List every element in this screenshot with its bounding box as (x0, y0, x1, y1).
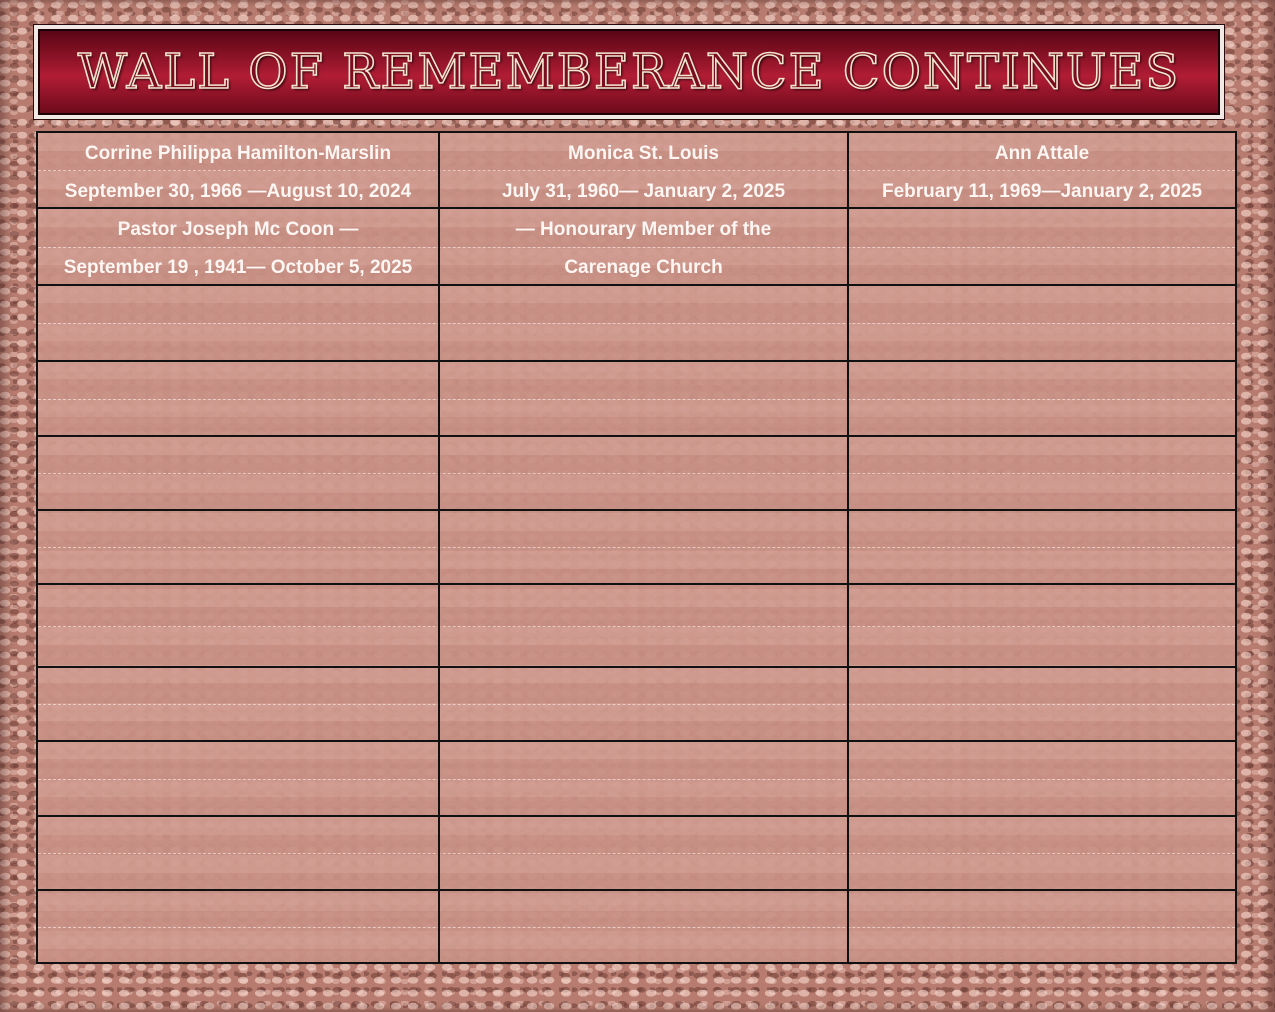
table-cell (38, 585, 440, 666)
table-cell (38, 437, 440, 509)
memorial-name-line: Corrine Philippa Hamilton-Marslin (84, 143, 392, 164)
table-row (38, 362, 1235, 437)
memorial-dates-line: Carenage Church (564, 257, 723, 278)
table-cell (849, 585, 1235, 666)
table-cell (440, 362, 849, 435)
table-row (38, 511, 1235, 585)
table-row (38, 133, 1235, 209)
memorial-table (36, 131, 1237, 964)
table-row (38, 668, 1235, 742)
table-cell (440, 437, 849, 509)
memorial-dates-line: July 31, 1960— January 2, 2025 (501, 181, 786, 202)
table-cell (849, 209, 1235, 284)
table-cell (849, 742, 1235, 815)
table-cell (849, 511, 1235, 583)
table-cell (38, 668, 440, 740)
table-cell (38, 209, 440, 284)
table-cell (440, 133, 849, 207)
table-cell (440, 585, 849, 666)
table-cell (440, 891, 849, 962)
table-cell (849, 286, 1235, 360)
table-row (38, 209, 1235, 286)
table-cell (38, 817, 440, 889)
memorial-dates-line: September 19 , 1941— October 5, 2025 (63, 257, 413, 278)
table-row (38, 891, 1235, 962)
table-cell (38, 742, 440, 815)
table-cell (440, 209, 849, 284)
memorial-name-line: Ann Attale (994, 143, 1090, 164)
memorial-dates-line: February 11, 1969—January 2, 2025 (881, 181, 1203, 202)
title-banner (33, 24, 1225, 120)
title-banner-plate (38, 29, 1220, 115)
table-cell (440, 511, 849, 583)
table-cell (849, 362, 1235, 435)
table-cell (849, 817, 1235, 889)
table-row (38, 817, 1235, 891)
table-row (38, 742, 1235, 817)
table-cell (849, 437, 1235, 509)
memorial-name-line: Monica St. Louis (568, 143, 719, 164)
table-cell (38, 286, 440, 360)
memorial-name-line: — Honourary Member of the (515, 219, 772, 240)
table-cell (440, 668, 849, 740)
table-cell (849, 133, 1235, 207)
table-row (38, 585, 1235, 668)
table-cell (38, 511, 440, 583)
table-cell (38, 362, 440, 435)
page-title: WALL OF REMEMBERANCE CONTINUES (77, 44, 1181, 100)
table-cell (38, 133, 440, 207)
table-cell (849, 668, 1235, 740)
table-cell (440, 817, 849, 889)
table-cell (440, 742, 849, 815)
table-cell (38, 891, 440, 962)
memorial-name-line: Pastor Joseph Mc Coon — (117, 219, 359, 240)
table-row (38, 437, 1235, 511)
table-cell (440, 286, 849, 360)
memorial-dates-line: September 30, 1966 —August 10, 2024 (64, 181, 412, 202)
table-cell (849, 891, 1235, 962)
table-row (38, 286, 1235, 362)
